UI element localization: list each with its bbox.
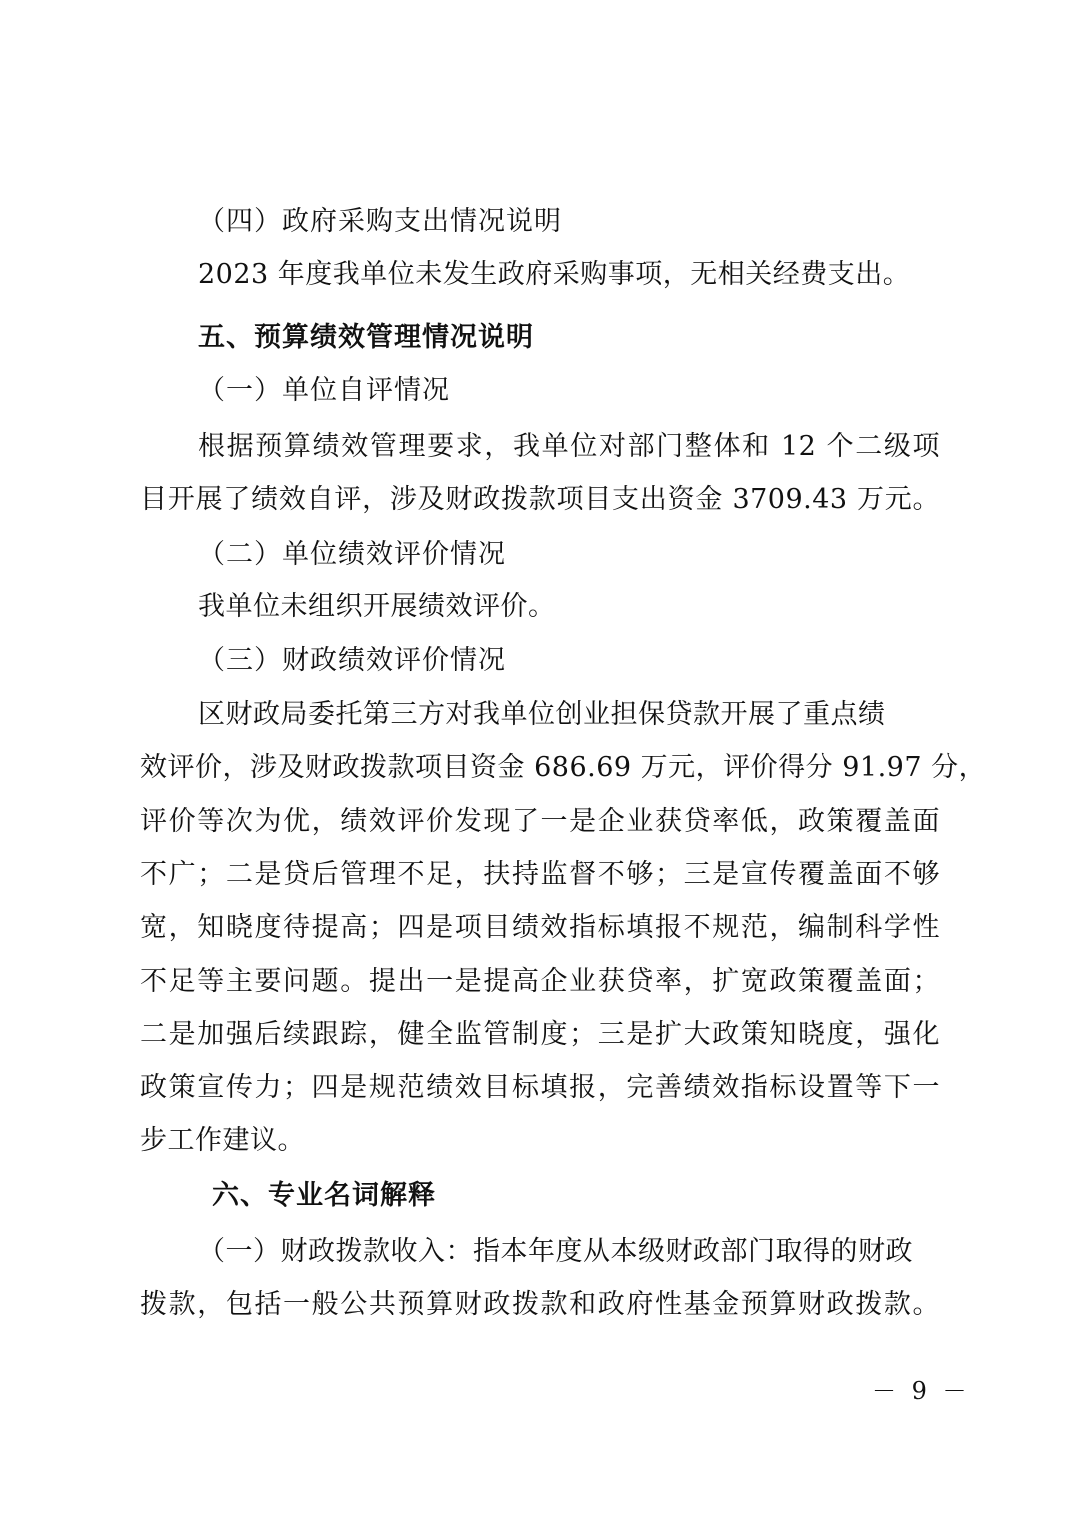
- chapter-6-title: 六、专业名词解释: [212, 1180, 436, 1211]
- section-5-3-body-line: 政策宣传力；四是规范绩效目标填报，完善绩效指标设置等下一: [140, 1072, 940, 1103]
- section-4-heading: （四）政府采购支出情况说明: [198, 206, 562, 237]
- section-5-3-body-line: 二是加强后续跟踪，健全监管制度；三是扩大政策知晓度，强化: [140, 1019, 940, 1050]
- section-5-3-body-line: 宽，知晓度待提高；四是项目绩效指标填报不规范，编制科学性: [140, 912, 940, 943]
- section-5-2-heading: （二）单位绩效评价情况: [198, 539, 506, 570]
- section-5-3-body-line: 评价等次为优，绩效评价发现了一是企业获贷率低，政策覆盖面: [140, 806, 940, 837]
- term-definition: 指本年度从本级财政部门取得的财政: [473, 1236, 913, 1267]
- chapter-5-title: 五、预算绩效管理情况说明: [198, 322, 534, 353]
- section-5-3-heading: （三）财政绩效评价情况: [198, 645, 506, 676]
- term-financial-appropriation-income: （一）财政拨款收入：: [198, 1236, 473, 1267]
- section-4-body: 2023 年度我单位未发生政府采购事项，无相关经费支出。: [198, 259, 911, 290]
- section-6-1-line: [198, 1234, 940, 1270]
- section-5-1-heading: （一）单位自评情况: [198, 375, 450, 406]
- section-5-3-body-line: 效评价，涉及财政拨款项目资金 686.69 万元，评价得分 91.97 分，: [140, 752, 987, 783]
- section-5-3-body-line: 区财政局委托第三方对我单位创业担保贷款开展了重点绩: [198, 699, 886, 730]
- page-number: － 9 －: [872, 1377, 971, 1405]
- section-5-3-body-line: 步工作建议。: [140, 1125, 305, 1156]
- section-5-3-body-line: 不足等主要问题。提出一是提高企业获贷率，扩宽政策覆盖面；: [140, 966, 940, 997]
- section-5-2-body: 我单位未组织开展绩效评价。: [198, 591, 556, 622]
- section-5-1-body-line: 根据预算绩效管理要求，我单位对部门整体和 12 个二级项: [198, 431, 940, 462]
- section-6-1-line: 拨款，包括一般公共预算财政拨款和政府性基金预算财政拨款。: [140, 1289, 940, 1320]
- section-5-3-body-line: 不广；二是贷后管理不足，扶持监督不够；三是宣传覆盖面不够: [140, 859, 940, 890]
- section-5-1-body-line: 目开展了绩效自评，涉及财政拨款项目支出资金 3709.43 万元。: [140, 484, 940, 515]
